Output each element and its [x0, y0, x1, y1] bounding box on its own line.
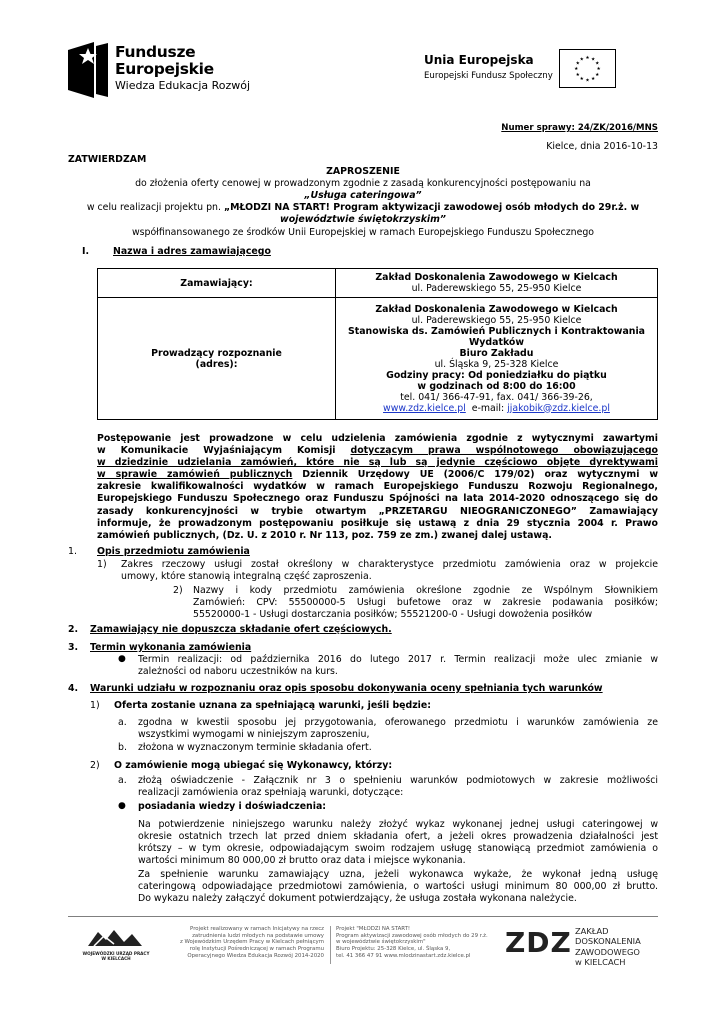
svg-text:★: ★ — [574, 67, 579, 73]
heading-line4: województwie świętokrzyskim” — [280, 214, 446, 225]
website-link[interactable]: www.zdz.kielce.pl — [383, 402, 466, 414]
svg-text:★: ★ — [591, 57, 596, 63]
zdz-full-name: ZAKŁAD DOSKONALENIA ZAWODOWEGO w KIELCACH — [575, 926, 641, 968]
s1-point1-number: 1) — [97, 559, 107, 570]
footer-divider — [68, 916, 658, 917]
svg-text:★: ★ — [585, 78, 590, 84]
s4-point2-title: O zamówienie mogą ubiegać się Wykonawcy, którzy: — [114, 760, 393, 771]
section-2-title: Zamawiający nie dopuszcza składanie ofert częściowych. — [90, 624, 392, 635]
fe-subtitle: Wiedza Edukacja Rozwój — [115, 79, 251, 92]
section-4-title: Warunki udziału w rozpoznaniu oraz opis sposobu dokonywania oceny spełniania tych warunków — [90, 683, 603, 694]
table-row — [98, 269, 658, 298]
s4-a-text: zgodna w kwestii sposobu jej przygotowania, oferowanego przedmiotu i warunków zamówienia ze wszystkimi wymogami w niniejszym zaproszeniu, — [138, 717, 658, 741]
contracting-authority-value: Zakład Doskonalenia Zawodowego w Kielcach ul. Paderewskiego 55, 25-950 Kielce — [336, 269, 658, 298]
section-3-title: Termin wykonania zamówienia — [90, 642, 252, 653]
eu-flag-icon — [559, 49, 616, 88]
ue-subtitle: Europejski Fundusz Społeczny — [424, 71, 553, 81]
svg-text:★: ★ — [596, 67, 601, 73]
svg-text:★: ★ — [575, 72, 580, 78]
heading-line5: współfinansowanego ze środków Unii Europejskiej w ramach Europejskiego Funduszu Społecznego — [131, 227, 595, 238]
section-i-number: I. — [82, 246, 90, 257]
zdz-logo: ZDZ — [505, 926, 572, 959]
project-name: „MŁODZI NA START! Program aktywizacji zawodowej osób młodych do 29r.ż. w — [223, 202, 640, 213]
svg-text:★: ★ — [595, 72, 600, 78]
fe-title-line1: Fundusze — [115, 43, 196, 61]
bullet-icon: ● — [118, 654, 126, 664]
contracting-authority-table — [97, 268, 658, 420]
svg-text:★: ★ — [595, 61, 600, 67]
section-i-title: Nazwa i adres zamawiającego — [113, 246, 271, 257]
conducting-party-value: Zakład Doskonalenia Zawodowego w Kielcach ul. Paderewskiego 55, 25-950 Kielce Stanowiska ds. Zamówień Publicznych i Kontraktowania Wydatków Biuro Zakładu ul. Śląska 9, 25-328 Kielce Godziny pracy: Od poniedziałku do piątku w godzinach od 8:00 do 16:00 tel. 041/ 366-47-91, fax. 041/ 366-39-26, www.zdz.kielce.pl e-mail: jjakobik@zdz.kielce.pl — [336, 298, 658, 420]
experience-paragraph-2: Za spełnienie warunku zamawiający uzna, jeżeli wykonawca wykaże, że wykonał jedną usługę cateringową odpowiadające przedmiotowi zamówienia, o wartości usługi minimum 80 000,00 zł brutto. Do wykazu należy załączyć dokument potwierdzający, że usługa została wykonana należycie. — [138, 869, 658, 905]
fundusze-europejskie-star-icon — [68, 42, 108, 98]
s1-point1-text: Zakres rzeczowy usługi został określony w charakterystyce przedmiotu zamówienia oraz w projekcie umowy, które stanowią integralną część zaproszenia. — [121, 559, 658, 583]
contracting-authority-label: Zamawiający: — [98, 269, 336, 298]
s4-point1-number: 1) — [90, 700, 100, 711]
approval-stamp: ZATWIERDZAM — [68, 154, 147, 165]
unia-europejska-logo — [424, 52, 664, 92]
s3-bullet-text: Termin realizacji: od października 2016 do lutego 2017 r. Termin realizacji może ulec zmianie w zależności od naboru uczestników na kurs. — [138, 654, 658, 678]
wup-logo-icon — [84, 926, 146, 948]
wup-name: WOJEWÓDZKI URZĄD PRACY W KIELCACH — [82, 951, 150, 962]
email-link[interactable]: jjakobik@zdz.kielce.pl — [507, 402, 610, 414]
svg-text:★: ★ — [575, 61, 580, 67]
section-1-number: 1. — [68, 546, 77, 557]
s4-b-text: złożona w wyznaczonym terminie składania ofert. — [138, 742, 372, 753]
svg-text:★: ★ — [585, 56, 590, 62]
s4-c-number: a. — [118, 775, 127, 786]
heading-line1: do złożenia oferty cenowej w prowadzonym zgodnie z zasadą konkurencyjności postępowaniu na — [135, 178, 591, 189]
intro-paragraph: Postępowanie jest prowadzone w celu udzielenia zamówienia zgodnie z wytycznymi zawartymi w Komunikacie Wyjaśniającym Komisji dotyczącym prawa wspólnotowego obowiązującego w dziedzinie udzielania zamówień, które nie są lub są jedynie częściowo objęte dyrektywami w sprawie zamówień publicznych Dziennik Urzędowy UE (2006/C 179/02) oraz wytycznymi w zakresie kwalifikowalności wydatków w ramach Europejskiego Funduszu Rozwoju Regionalnego, Europejskiego Funduszu Społecznego oraz Funduszu Spójności na lata 2014-2020 odnoszącego się do zasady konkurencyjności w trybie otwartym „PRZETARGU NIEOGRANICZONEGO” Zamawiający informuje, że prowadzonym postępowaniu posiłkuje się ustawą z dnia 29 stycznia 2004 r. Prawo zamówień publicznych, (Dz. U. z 2010 r. Nr 113, poz. 759 ze zm.) zwanej dalej ustawą. — [97, 433, 658, 541]
section-2-number: 2. — [68, 624, 79, 635]
experience-paragraph-1: Na potwierdzenie niniejszego warunku należy złożyć wykaz wykonanej jednej usługi cateringowej w okresie ostatnich trzech lat przed dniem składania ofert, a jeżeli okres prowadzenia działalności jest krótszy – w tym okresie, odpowiadającym swoim rodzajem usługę stanowiącą przedmiot zamówienia o wartości minimum 80 000,00 zł brutto oraz data i miejsce wykonania. — [138, 819, 658, 867]
service-name: „Usługa cateringowa” — [304, 190, 422, 201]
ue-title: Unia Europejska — [424, 53, 534, 67]
s4-a-number: a. — [118, 717, 127, 728]
place-date: Kielce, dnia 2016-10-13 — [546, 141, 658, 152]
conducting-party-label: Prowadzący rozpoznanie (adres): — [98, 298, 336, 420]
footer-column-1: Projekt realizowany w ramach Inicjatywy na rzecz zatrudnienia ludzi młodych na podstawie umowy z Wojewódzkim Urzędem Pracy w Kielcach pełniącym rolę Instytucji Pośredniczącej w ramach Programu Operacyjnego Wiedza Edukacja Rozwój 2014-2020 — [180, 926, 324, 959]
svg-text:★: ★ — [591, 76, 596, 82]
document-heading: ZAPROSZENIE — [326, 166, 400, 177]
table-row — [98, 298, 658, 420]
svg-text:★: ★ — [579, 57, 584, 63]
fe-title-line2: Europejskie — [115, 60, 214, 78]
case-number: Numer sprawy: 24/ZK/2016/MNS — [501, 123, 658, 133]
svg-text:★: ★ — [579, 76, 584, 82]
section-1-title: Opis przedmiotu zamówienia — [97, 546, 250, 557]
s1-point2-number: 2) — [173, 585, 183, 596]
s4-point2-number: 2) — [90, 760, 100, 771]
footer-column-2: Projekt "MŁODZI NA START! Program aktywizacji zawodowej osób młodych do 29 r.ż. w województwie świętokrzyskim" Biuro Projektu: 25-328 Kielce, ul. Śląska 9, tel. 41 366 47 91 www.mlodzinastart.zdz.kielce.pl — [336, 926, 488, 959]
s1-point2-text: Nazwy i kody przedmiotu zamówienia określone zgodnie ze Wspólnym Słownikiem Zamówień: CPV: 55500000-5 Usługi bufetowe oraz w zakresie podawania posiłków; 55520000-1 - Usługi dostarczania posiłków; 55521200-0 - Usługi dowożenia posiłków — [193, 585, 658, 621]
s4-b-number: b. — [118, 742, 127, 753]
fundusze-europejskie-logo — [68, 40, 268, 104]
bullet-icon: ● — [118, 801, 126, 811]
footer-separator — [330, 926, 331, 964]
s4-point1-title: Oferta zostanie uznana za spełniającą warunki, jeśli będzie: — [114, 700, 432, 711]
section-4-number: 4. — [68, 683, 79, 694]
section-3-number: 3. — [68, 642, 79, 653]
s4-c-text: złożą oświadczenie - Załącznik nr 3 o spełnieniu warunków podmiotowych w zakresie możliwości realizacji zamówienia oraz spełniają warunki, dotyczące: — [138, 775, 658, 799]
experience-requirement-title: posiadania wiedzy i doświadczenia: — [138, 801, 327, 812]
heading-line3: w celu realizacji projektu pn. „MŁODZI NA START! Program aktywizacji zawodowej osób młodych do 29r.ż. w — [86, 202, 640, 213]
